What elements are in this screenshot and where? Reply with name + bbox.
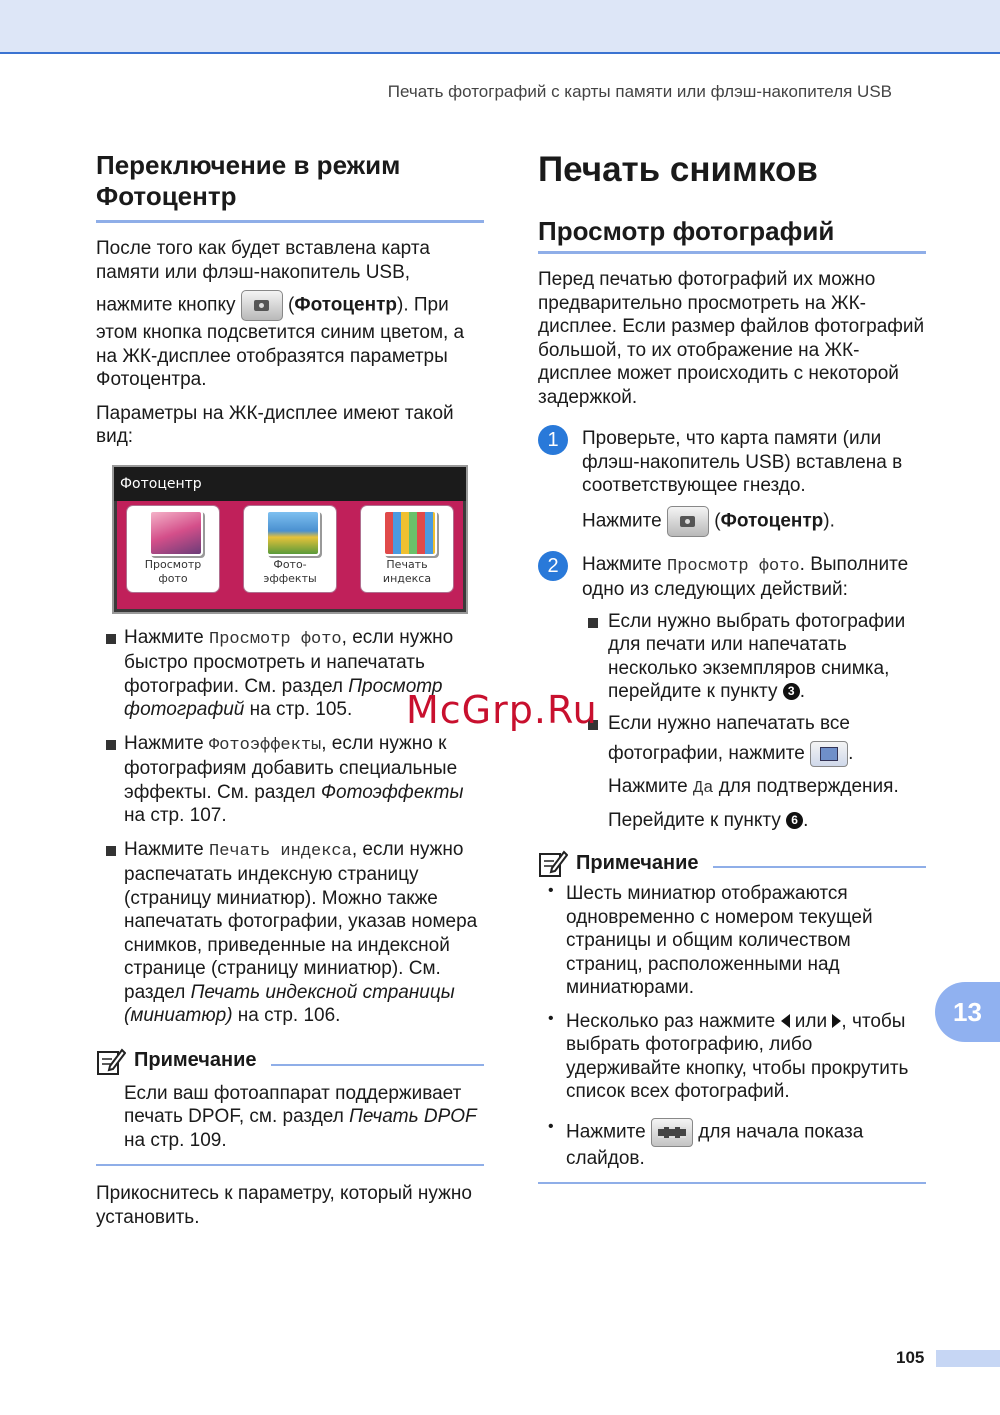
intro-paragraph: Перед печатью фотографий их можно предварительно просмотреть на ЖК-дисплее. Если размер файлов фотографий большой, то их отображение на ЖК-дисплее может происходить с некоторой задержкой. <box>538 269 925 408</box>
section-heading: Переключение в режим Фотоцентр <box>96 150 401 211</box>
print-all-button-icon <box>810 741 848 767</box>
list-item: • Несколько раз нажмите или , чтобы выбрать фотографию, либо удерживайте кнопку, чтобы прокрутить список всех фотографий. <box>548 1009 909 1102</box>
top-band <box>0 0 1000 54</box>
right-column <box>538 150 926 1184</box>
chapter-heading: Печать снимков <box>538 150 818 189</box>
intro-paragraph: После того как будет вставлена карта памяти или флэш-накопитель USB, <box>96 238 430 283</box>
list-item: Если нужно выбрать фотографии для печати или напечатать несколько экземпляров снимка, перейдите к пункту 3 . <box>582 610 926 704</box>
step-number-badge: 1 <box>538 425 568 455</box>
list-item: Если нужно напечатать все фотографии, нажмите . Нажмите Да для подтверждения. Перейдите к пункту 6 . <box>582 712 926 833</box>
step-1: 1 Проверьте, что карта памяти (или флэш-накопитель USB) вставлена в соответствующее гнездо. Нажмите (Фотоцентр). <box>538 427 926 537</box>
lcd-caption: Параметры на ЖК-дисплее имеют такой вид: <box>96 402 454 447</box>
note-title: Примечание <box>576 851 699 874</box>
lcd-index-print-button[interactable]: Печать индекса <box>360 505 454 593</box>
chapter-tab: 13 <box>935 982 1000 1042</box>
section-heading: Просмотр фотографий <box>538 216 835 246</box>
heading-rule <box>96 220 484 223</box>
list-item: • Нажмите для начала показа слайдов. <box>548 1117 864 1169</box>
lcd-screenshot <box>112 465 468 614</box>
option-list <box>96 626 484 1028</box>
running-header: Печать фотографий с карты памяти или флэш-накопителя USB <box>387 82 892 101</box>
list-item: • Шесть миниатюр отображаются одновременно с номером текущей страницы и общим количеством страниц, расположенными над миниатюрами. <box>548 882 873 998</box>
photo-center-button-icon <box>241 290 283 321</box>
list-item: Нажмите Печать индекса, если нужно распечатать индексную страницу (страницу миниатюр). Можно также напечатать фотографии, указав номера снимков, приведенные на индексной странице (страницу миниатюр). См. раздел Печать индексной страницы (миниатюр) на стр. 106. <box>96 838 484 1028</box>
note-pencil-icon <box>538 848 568 878</box>
intro-paragraph-2: нажмите кнопку (Фотоцентр). При этом кнопка подсветится синим цветом, а на ЖК-дисплее отобразятся параметры Фотоцентра. <box>96 290 484 392</box>
step-number-badge: 2 <box>538 551 568 581</box>
index-sheet-icon <box>383 510 437 556</box>
lcd-photo-effects-button[interactable]: Фото- эффекты <box>243 505 337 593</box>
photo-effects-icon <box>266 510 320 556</box>
list-item: Нажмите Фотоэффекты, если нужно к фотографиям добавить специальные эффекты. См. раздел Фотоэффекты на стр. 107. <box>96 732 484 828</box>
heading-rule <box>538 251 926 254</box>
note-header <box>96 1046 484 1076</box>
page-number: 105 <box>896 1348 925 1367</box>
closing-paragraph: Прикоснитесь к параметру, который нужно установить. <box>96 1183 472 1228</box>
left-arrow-icon <box>781 1014 790 1028</box>
photo-center-button-icon <box>667 506 709 537</box>
note-text: Если ваш фотоаппарат поддерживает печать DPOF, см. раздел Печать DPOF на стр. 109. <box>124 1082 477 1151</box>
lcd-view-photo-button[interactable]: Просмотр фото <box>126 505 220 593</box>
page-number-bar <box>936 1350 1000 1367</box>
lcd-title: Фотоцентр <box>114 467 466 501</box>
list-item: Нажмите Просмотр фото, если нужно быстро просмотреть и напечатать фотографии. См. раздел Просмотр фотографий на стр. 105. <box>96 626 484 722</box>
slideshow-button-icon <box>651 1118 693 1147</box>
note-pencil-icon <box>96 1046 126 1076</box>
step-2: 2 Нажмите Просмотр фото. Выполните одно из следующих действий: Если нужно выбрать фотографии для печати или напечатать несколько экземпляров снимка, перейдите к пункту 3 . Если нужно напечатать все фотографии, нажмите . Нажмите Да для подтверждения. Перейдите к пункту 6 . <box>538 553 926 833</box>
photo-stack-icon <box>149 510 203 556</box>
watermark: McGrp.Ru <box>406 688 598 732</box>
note-title: Примечание <box>134 1049 257 1071</box>
note-header <box>538 848 926 878</box>
lcd-body <box>117 501 463 609</box>
